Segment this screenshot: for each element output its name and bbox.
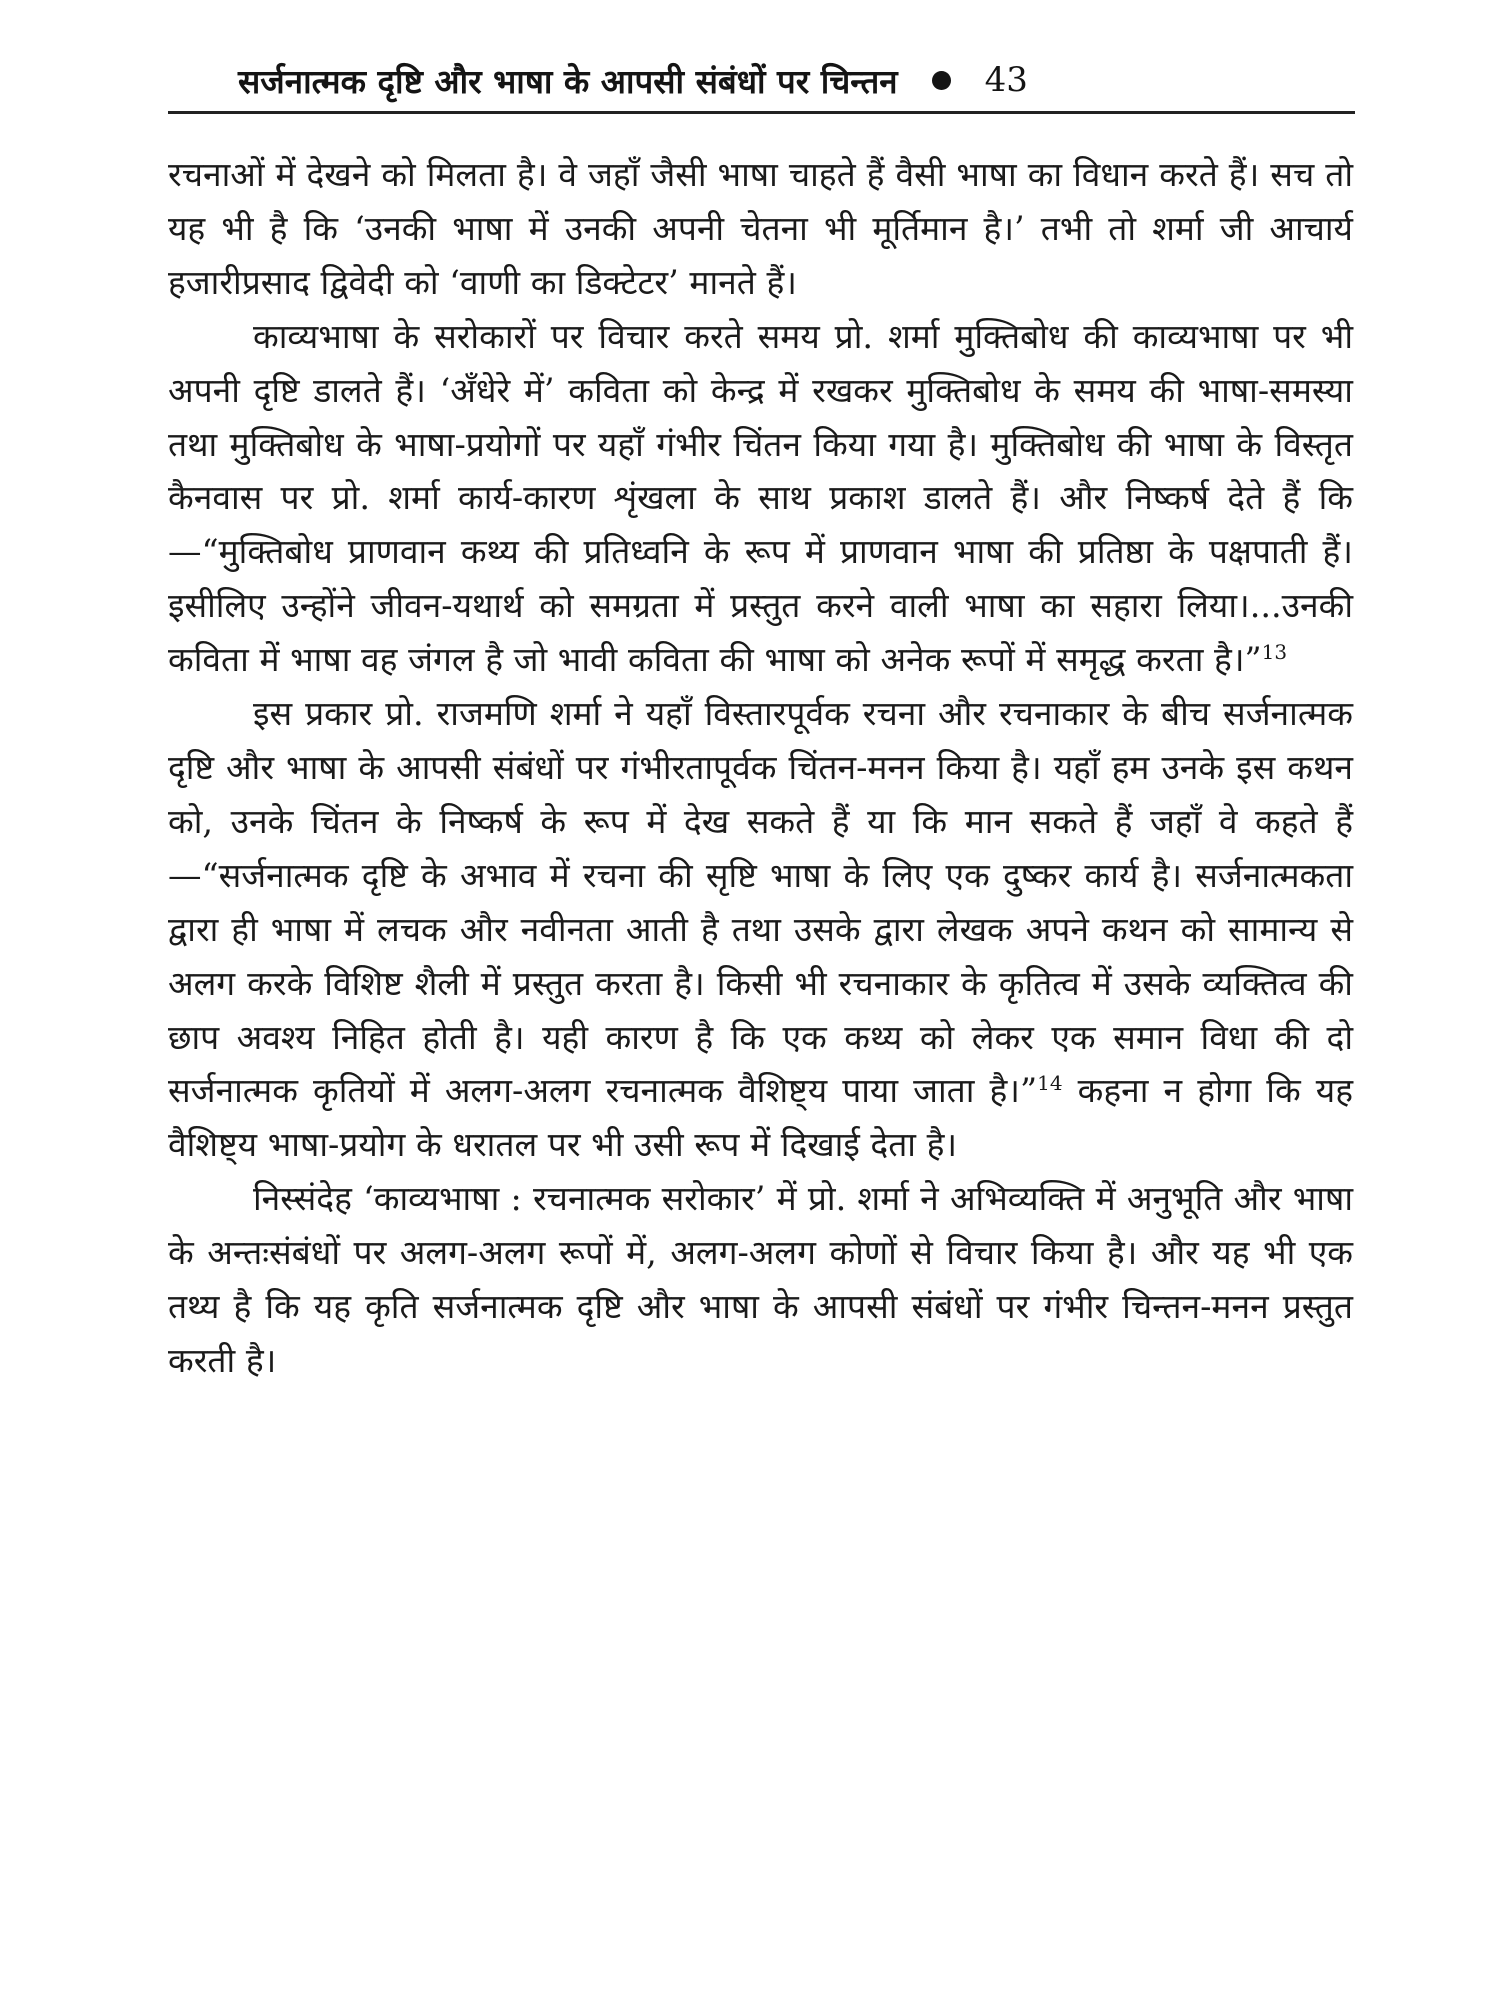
paragraph-muktibodh — [168, 310, 1353, 687]
paragraph-text: निस्संदेह ‘काव्यभाषा : रचनात्मक सरोकार’ में प्रो. शर्मा ने अभिव्यक्ति में अनुभूति और भाषा के अन्तःसंबंधों पर अलग-अलग रूपों में, अलग-अलग कोणों से विचार किया है। और यह भी एक तथ्य है कि यह कृति सर्जनात्मक दृष्टि और भाषा के आपसी संबंधों पर गंभीर चिन्तन-मनन प्रस्तुत करती है। — [168, 1179, 1353, 1380]
paragraph-continuation — [168, 148, 1353, 310]
running-title: सर्जनात्मक दृष्टि और भाषा के आपसी संबंधों पर चिन्तन — [238, 61, 898, 101]
footnote-marker: 14 — [1037, 1071, 1063, 1096]
running-header — [238, 42, 1358, 118]
paragraph-conclusion — [168, 1172, 1353, 1388]
paragraph-text: काव्यभाषा के सरोकारों पर विचार करते समय प्रो. शर्मा मुक्तिबोध की काव्यभाषा पर भी अपनी दृष्टि डालते हैं। ‘अँधेरे में’ कविता को केन्द्र में रखकर मुक्तिबोध के समय की भाषा-समस्या तथा मुक्तिबोध के भाषा-प्रयोगों पर यहाँ गंभीर चिंतन किया गया है। मुक्तिबोध की भाषा के विस्तृत कैनवास पर प्रो. शर्मा कार्य-कारण शृंखला के साथ प्रकाश डालते हैं। और निष्कर्ष देते हैं कि—“मुक्तिबोध प्राणवान कथ्य की प्रतिध्वनि के रूप में प्राणवान भाषा की प्रतिष्ठा के पक्षपाती हैं। इसीलिए उन्होंने जीवन-यथार्थ को समग्रता में प्रस्तुत करने वाली भाषा का सहारा लिया।...उनकी कविता में भाषा वह जंगल है जो भावी कविता की भाषा को अनेक रूपों में समृद्ध करता है।” — [168, 316, 1353, 680]
header-divider — [168, 111, 1355, 114]
paragraph-text: कहना न होगा कि यह वैशिष्ट्य भाषा-प्रयोग के धरातल पर भी उसी रूप में दिखाई देता है। — [168, 1071, 1353, 1165]
paragraph-text: इस प्रकार प्रो. राजमणि शर्मा ने यहाँ विस्तारपूर्वक रचना और रचनाकार के बीच सर्जनात्मक दृष्टि और भाषा के आपसी संबंधों पर गंभीरतापूर्वक चिंतन-मनन किया है। यहाँ हम उनके इस कथन को, उनके चिंतन के निष्कर्ष के रूप में देख सकते हैं या कि मान सकते हैं जहाँ वे कहते हैं—“सर्जनात्मक दृष्टि के अभाव में रचना की सृष्टि भाषा के लिए एक दुष्कर कार्य है। सर्जनात्मकता द्वारा ही भाषा में लचक और नवीनता आती है तथा उसके द्वारा लेखक अपने कथन को सामान्य से अलग करके विशिष्ट शैली में प्रस्तुत करता है। किसी भी रचनाकार के कृतित्व में उसके व्यक्तित्व की छाप अवश्य निहित होती है। यही कारण है कि एक कथ्य को लेकर एक समान विधा की दो सर्जनात्मक कृतियों में अलग-अलग रचनात्मक वैशिष्ट्य पाया जाता है।” — [168, 694, 1353, 1111]
paragraph-rajmani-sharma — [168, 687, 1353, 1172]
page-body — [168, 148, 1353, 1388]
footnote-marker: 13 — [1261, 640, 1288, 664]
bullet-separator-icon — [932, 71, 951, 90]
paragraph-text: रचनाओं में देखने को मिलता है। वे जहाँ जैसी भाषा चाहते हैं वैसी भाषा का विधान करते हैं। सच तो यह भी है कि ‘उनकी भाषा में उनकी अपनी चेतना भी मूर्तिमान है।’ तभी तो शर्मा जी आचार्य हजारीप्रसाद द्विवेदी को ‘वाणी का डिक्टेटर’ मानते हैं। — [168, 155, 1353, 302]
page-number: 43 — [984, 60, 1028, 100]
